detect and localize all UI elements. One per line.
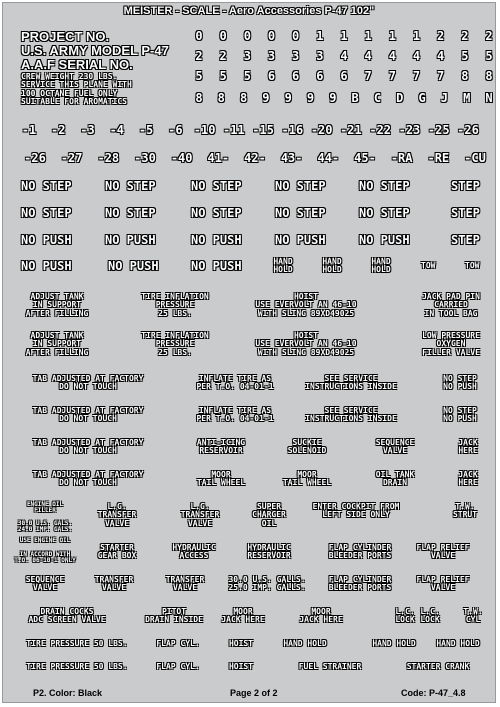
no-push-stencil: NO PUSH [21, 259, 72, 273]
step-stencil: STEP [451, 179, 480, 193]
serial-digit: 4 [388, 49, 396, 63]
stencil-label: FLAP RELIEF VALVE [416, 543, 470, 561]
service-label: ADJUST TANK IN SUPPORT AFTER FILLING [25, 292, 89, 318]
serial-digit: 4 [437, 49, 445, 63]
serial-digit: 6 [267, 69, 276, 83]
serial-digit: 1 [316, 29, 324, 43]
hand-hold-stencil: HAND HOLD [322, 257, 342, 275]
serial-digit: D [396, 91, 404, 105]
footer-code: Code: P-47_4.8 [401, 688, 466, 698]
serial-digit: 2 [461, 29, 469, 43]
stencil-label: HAND HOLD [283, 639, 327, 648]
stencil-label: HAND HOLD [372, 639, 416, 648]
hand-hold-stencil: HAND HOLD [273, 257, 293, 275]
serial-digit: 9 [284, 91, 292, 105]
stencil-label: T.W. CYL [463, 607, 483, 625]
step-stencil: NO STEP [21, 206, 72, 220]
serial-digit: 1 [364, 29, 372, 43]
dash-number: -11 [223, 123, 245, 137]
dash-number: 44- [317, 151, 340, 165]
tow-stencil: TOW [465, 261, 480, 270]
dash-number: -21 [340, 123, 362, 137]
serial-digit: 9 [262, 91, 270, 105]
dash-number: -26 [457, 123, 479, 137]
tow-stencil: TOW [421, 261, 436, 270]
dash-number: -23 [398, 123, 421, 137]
engine-oil-filler-tiny: ENGINE OIL FILLER [26, 501, 64, 515]
service-label: HOIST USE EVERVOLT AN 46-10 WITH SLING 89XD49025 [255, 331, 357, 357]
tab-row-label: NO STEP NO PUSH [443, 406, 477, 424]
stencil-label: TRANSFER VALVE [165, 575, 205, 593]
no-push-stencil: NO PUSH [108, 259, 159, 273]
step-stencil: NO STEP [191, 179, 242, 193]
tab-row-label: SEQUENCE VALVE [375, 438, 415, 456]
in-accord-tiny: IN ACCORD WITH T.O. 06-10-1 ONLY [14, 551, 76, 565]
dash-number: 43- [280, 151, 303, 165]
stencil-label: HAND HOLD [436, 639, 480, 648]
step-stencil: NO STEP [359, 179, 410, 193]
service-label: TIRE INFLATION PRESSURE 25 LBS. [141, 292, 209, 318]
dash-number: -3 [80, 123, 95, 137]
tab-row-label: SEE SERVICE INSTRUCTIONS INSIDE [305, 406, 397, 424]
stencil-label: FUEL STRAINER [298, 662, 362, 671]
serial-digit: 7 [437, 69, 445, 83]
dash-number: -2 [51, 123, 66, 137]
serial-digit: 5 [485, 49, 493, 63]
serial-digit: 6 [340, 69, 348, 83]
serial-no-label: A.A.F SERIAL NO. [21, 57, 133, 72]
service-label: HOIST USE EVERVOLT AN 46-10 WITH SLING 89XD49025 [255, 292, 357, 318]
step-stencil: NO STEP [105, 206, 156, 220]
serial-digit: 1 [340, 29, 348, 43]
serial-digit: 6 [292, 69, 300, 83]
tab-row-label: OIL TANK DRAIN [375, 470, 415, 488]
stencil-label: DRAIN COCKS ADC SCREEN VALVE [28, 607, 106, 625]
tab-row-label: MOOR TAIL WHEEL [196, 470, 246, 488]
service-label: ADJUST TANK IN SUPPORT AFTER FILLING [25, 331, 89, 357]
serial-digit: 5 [219, 69, 227, 83]
footer-page: Page 2 of 2 [230, 688, 278, 698]
tab-row-label: TAB ADJUSTED AT FACTORY DO NOT TOUCH [32, 374, 144, 392]
step-stencil: NO STEP [359, 206, 410, 220]
crew-weight-text: CREW WEIGHT 230 LBS. SERVICE THIS PLANE WITH 100 OCTANE FUEL ONLY SUITABLE FOR AROMATICS [21, 72, 132, 107]
serial-digit: 9 [306, 91, 315, 105]
hand-hold-stencil: HAND HOLD [371, 257, 391, 275]
tab-row-label: JACK HERE [458, 470, 478, 488]
tab-row-label: NO STEP NO PUSH [443, 374, 477, 392]
stencil-label: HYDRAULIC ACCESS [172, 543, 216, 561]
stencil-label: 30.0 U.S. GALLS. 25.0 IMP. GALLS. [228, 575, 306, 593]
dash-number: -20 [310, 123, 333, 137]
service-label: LOW PRESSURE OXYGEN FILLER VALVE [422, 331, 480, 357]
tab-row-label: MOOR TAIL WHEEL [282, 470, 332, 488]
stencil-label: TRANSFER VALVE [94, 575, 134, 593]
stencil-label: PITOT DRAIN INSIDE [145, 607, 203, 625]
serial-digit: 1 [388, 29, 396, 43]
dash-number: -27 [60, 151, 83, 165]
stencil-label: FLAP CYL. [156, 662, 200, 671]
serial-digit: 9 [329, 91, 337, 105]
dash-number: -10 [193, 123, 216, 137]
dash-number: -28 [97, 151, 120, 165]
dash-number: 42- [244, 151, 266, 165]
stencil-label: L.C. LOCK [420, 607, 440, 625]
serial-digit: 7 [364, 69, 372, 83]
serial-digit: 3 [267, 49, 276, 63]
step-stencil: STEP [451, 233, 480, 247]
stencil-label: TIRE PRESSURE 50 LBS. [26, 639, 128, 648]
serial-digit: M [463, 91, 471, 105]
stencil-label: MOOR JACK HERE [221, 607, 265, 625]
step-stencil: NO PUSH [21, 233, 72, 247]
tab-row-label: TAB ADJUSTED AT FACTORY DO NOT TOUCH [32, 470, 144, 488]
serial-digit: 8 [217, 91, 225, 105]
dash-number: -1 [21, 123, 37, 137]
serial-digit: 5 [195, 69, 203, 83]
step-stencil: NO PUSH [105, 233, 156, 247]
dash-number: -RE [427, 151, 450, 165]
serial-digit: 8 [485, 69, 493, 83]
decal-sheet [2, 2, 496, 703]
serial-digit: 8 [195, 91, 203, 105]
stencil-label: TIRE PRESSURE 50 LBS. [26, 662, 128, 671]
tab-row-label: ANTI-ICING RESERVOIR [196, 438, 246, 456]
step-stencil: STEP [451, 206, 480, 220]
serial-digit: 2 [485, 29, 493, 43]
stencil-label: HYDRAULIC RESERVOIR [247, 543, 291, 561]
serial-digit: 8 [239, 91, 248, 105]
serial-digit: 3 [243, 49, 251, 63]
army-model-label: U.S. ARMY MODEL P-47 [21, 43, 169, 58]
gallons-tiny: 30.0 U.S. GALS. 24.0 IMP. GALS. [17, 520, 73, 534]
dash-number: -5 [138, 123, 154, 137]
stencil-label: FLAP CYL. [156, 639, 200, 648]
step-stencil: NO STEP [275, 206, 326, 220]
tab-row-label: SEE SERVICE INSTRUCTIONS INSIDE [305, 374, 397, 392]
step-stencil: NO STEP [105, 179, 156, 193]
tab-row-label: TAB ADJUSTED AT FACTORY DO NOT TOUCH [32, 438, 144, 456]
tab-row-label: SUCKIE SOLENOID [287, 438, 327, 456]
stencil-label: HOIST [228, 662, 254, 671]
step-stencil: NO PUSH [359, 233, 410, 247]
stencil-label: HOIST [228, 639, 254, 648]
stencil-label: L.C. LOCK [395, 607, 415, 625]
dash-number: 45- [354, 151, 376, 165]
serial-digit: 0 [243, 29, 251, 43]
serial-digit: 2 [437, 29, 445, 43]
dash-number: 41- [207, 151, 230, 165]
serial-digit: 4 [340, 49, 348, 63]
use-engine-oil-tiny: USE ENGINE OIL [19, 537, 71, 544]
dash-number: -26 [24, 151, 46, 165]
dash-number: -25 [427, 123, 450, 137]
stencil-label: SEQUENCE VALVE [25, 575, 65, 593]
serial-digit: G [418, 91, 426, 105]
footer-color: P2. Color: Black [33, 688, 103, 698]
serial-digit: J [440, 91, 448, 105]
serial-digit: 2 [195, 49, 203, 63]
serial-digit: 1 [412, 29, 421, 43]
serial-digit: N [485, 91, 493, 105]
stencil-label: STARTER GEAR BOX [97, 543, 137, 561]
service-label: TIRE INFLATION PRESSURE 25 LBS. [141, 331, 209, 357]
serial-digit: 4 [412, 49, 421, 63]
serial-digit: 0 [219, 29, 227, 43]
stencil-label: SUPER CHARGER OIL [252, 502, 286, 528]
stencil-label: FLAP RELIEF VALVE [416, 575, 470, 593]
serial-digit: C [373, 91, 382, 105]
serial-digit: 0 [195, 29, 203, 43]
serial-digit: 0 [267, 29, 276, 43]
stencil-label: T.W. STRUT [452, 502, 478, 520]
tab-row-label: INFLATE TIRE AS PER T.O. 04-01-1 [196, 374, 274, 392]
dash-number: -CU [464, 151, 486, 165]
serial-digit: B [351, 91, 359, 105]
stencil-label: L.G. TRANSFER VALVE [97, 502, 137, 528]
stencil-label: STARTER CRANK [406, 662, 470, 671]
service-label: JACK PAD PIN CARRIED IN TOOL BAG [422, 292, 480, 318]
stencil-label: L.G. TRANSFER VALVE [180, 502, 220, 528]
serial-digit: 4 [364, 49, 372, 63]
step-stencil: NO STEP [275, 179, 326, 193]
dash-number: -4 [109, 123, 125, 137]
dash-number: -22 [369, 123, 392, 137]
serial-digit: 7 [388, 69, 396, 83]
serial-digit: 5 [243, 69, 251, 83]
dash-number: -15 [252, 123, 274, 137]
step-stencil: NO PUSH [191, 233, 242, 247]
serial-digit: 3 [316, 49, 324, 63]
serial-digit: 6 [316, 69, 324, 83]
tab-row-label: JACK HERE [458, 438, 478, 456]
dash-number: -RA [390, 151, 413, 165]
stencil-label: FLAP CYLINDER BLEEDER PORTS [328, 575, 392, 593]
dash-number: -16 [281, 123, 304, 137]
stencil-label: FLAP CYLINDER BLEEDER PORTS [328, 543, 392, 561]
sheet-header: MEISTER - SCALE - Aero Accessories P-47 102" [123, 5, 375, 17]
project-no-label: PROJECT NO. [21, 29, 110, 44]
stencil-label: MOOR JACK HERE [299, 607, 343, 625]
step-stencil: NO STEP [191, 206, 242, 220]
tab-row-label: TAB ADJUSTED AT FACTORY DO NOT TOUCH [32, 406, 144, 424]
no-push-stencil: NO PUSH [191, 259, 242, 273]
dash-number: -6 [168, 123, 183, 137]
serial-digit: 2 [219, 49, 227, 63]
step-stencil: NO PUSH [275, 233, 326, 247]
dash-number: -40 [170, 151, 193, 165]
step-stencil: NO STEP [21, 179, 72, 193]
serial-digit: 3 [292, 49, 300, 63]
serial-digit: 7 [412, 69, 421, 83]
tab-row-label: INFLATE TIRE AS PER T.O. 04-01-1 [196, 406, 274, 424]
serial-digit: 0 [292, 29, 300, 43]
serial-digit: 8 [461, 69, 469, 83]
dash-number: -30 [134, 151, 156, 165]
stencil-label: ENTER COCKPIT FROM LEFT SIDE ONLY [312, 502, 400, 520]
serial-digit: 5 [461, 49, 469, 63]
